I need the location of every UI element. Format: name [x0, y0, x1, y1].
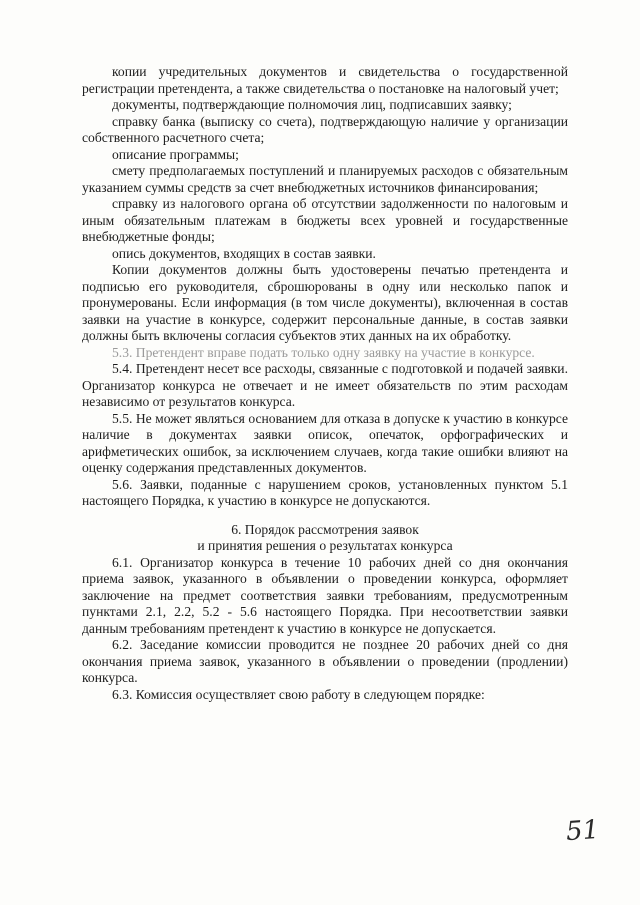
paragraph: 6.3. Комиссия осуществляет свою работу в следующем порядке: — [112, 686, 485, 702]
paragraph: 5.4. Претендент несет все расходы, связанные с подготовкой и подачей заявки. Организатор конкурса не отвечает и не имеет обязательств по этим расходам независимо от результатов конкурса. — [82, 361, 568, 409]
paragraph: 5.5. Не может являться основанием для отказа в допуске к участию в конкурсе наличие в документах заявки описок, опечаток, орфографических и арифметических ошибок, за исключением случаев, когда такие ошибки влияют на оценку содержания представленных документов. — [82, 410, 568, 475]
document-body — [82, 64, 568, 703]
paragraphs-section-5 — [82, 64, 568, 510]
paragraphs-section-6 — [82, 555, 568, 704]
paragraph: опись документов, входящих в состав заявки. — [112, 245, 376, 261]
paragraph: 5.3. Претендент вправе подать только одну заявку на участие в конкурсе. — [112, 344, 535, 360]
paragraph: справку банка (выписку со счета), подтверждающую наличие у организации собственного расчетного счета; — [82, 113, 568, 145]
section-heading-line-1: 6. Порядок рассмотрения заявок — [231, 521, 419, 537]
paragraph: описание программы; — [112, 146, 239, 162]
paragraph: справку из налогового органа об отсутствии задолженности по налоговым и иным обязательным платежам в бюджеты всех уровней и государственные внебюджетные фонды; — [82, 196, 568, 244]
paragraph: документы, подтверждающие полномочия лиц, подписавших заявку; — [112, 97, 512, 112]
section-heading-line-2: и принятия решения о результатах конкурса — [197, 538, 453, 553]
paragraph: 6.2. Заседание комиссии проводится не позднее 20 рабочих дней со дня окончания приема заявок, указанного в объявлении о проведении (продлении) конкурса. — [82, 637, 568, 685]
paragraph: 6.1. Организатор конкурса в течение 10 рабочих дней со дня окончания приема заявок, указанного в объявлении о проведении конкурса, оформляет заключение на предмет соответствия заявки требованиям, предусмотренным пунктами 2.1, 2.2, 5.2 - 5.6 настоящего Порядка. При несоответствии заявки данным требованиям претендент к участию в конкурсе не допускается. — [82, 554, 568, 636]
paragraph: копии учредительных документов и свидетельства о государственной регистрации претендента, а также свидетельства о постановке на налоговый учет; — [82, 64, 568, 96]
paragraph: 5.6. Заявки, поданные с нарушением сроков, установленных пунктом 5.1 настоящего Порядка, к участию в конкурсе не допускаются. — [82, 476, 568, 508]
page-number: 51 — [564, 814, 601, 848]
paragraph: Копии документов должны быть удостоверены печатью претендента и подписью его руководителя, сброшюрованы в одну или несколько папок и пронумерованы. Если информация (в том числе документы), включенная в состав заявки на участие в конкурсе, содержит персональные данные, в состав заявки должны быть включены согласия субъектов этих данных на их обработку. — [82, 262, 568, 343]
paragraph: смету предполагаемых поступлений и планируемых расходов с обязательным указанием суммы средств за счет внебюджетных источников финансирования; — [82, 163, 568, 195]
